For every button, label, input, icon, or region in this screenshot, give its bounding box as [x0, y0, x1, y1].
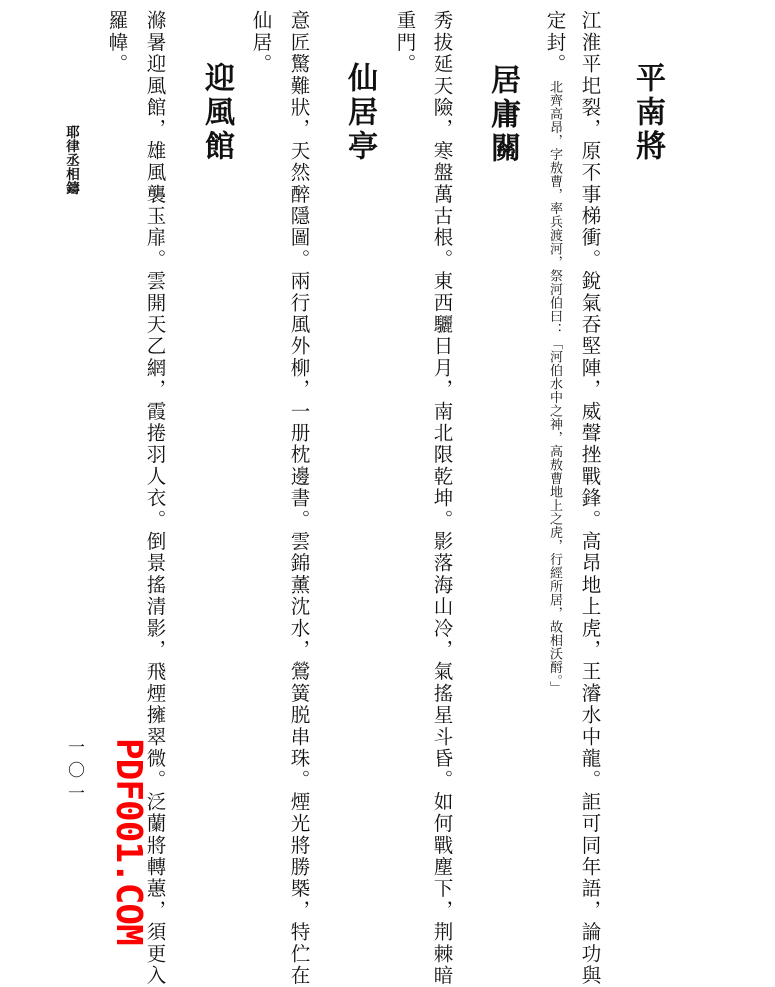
poem-line-pingnan-1: 江淮平圯裂，原不事梯衝。銳氣吞堅陣，威聲挫戰鋒。高昂地上虎，王濬水中龍。詎可同年語，論功與 — [578, 10, 602, 987]
poem-line-yingfeng-1: 滌暑迎風館，雄風襲玉扉。雲開天乙網，霞捲羽人衣。倒景搖清影，飛煙擁翠微。泛蘭將轉蕙，須更入 — [143, 10, 167, 987]
author-attribution: 耶律丞相鑄 — [63, 125, 79, 195]
poem-line-xianju-1: 意匠驚難狀，天然醉隱圖。兩行風外柳，一册枕邊書。雲錦薰沈水，鶯簧脱串珠。煙光將勝槩，特伫在 — [287, 10, 311, 987]
poem-title-yingfeng: 迎風館 — [199, 62, 234, 164]
poem-title-juyong: 居庸關 — [485, 64, 520, 166]
poem-note-pingnan: 北齊高昂，字敖曹，率兵渡河，祭河伯曰：「河伯水中之神，高敖曹地上之虎，行經所居，故相沃酹。」 — [547, 80, 562, 695]
poem-title-xianju: 仙居亭 — [342, 62, 377, 164]
poem-line-juyong-2: 重門。 — [393, 10, 417, 76]
poem-line-juyong-1: 秀拔延天險，寒盤萬古根。東西驪日月，南北限乾坤。影落海山冷，氣搖星斗昏。如何戰塵下，荆棘暗 — [430, 10, 454, 987]
poem-title-pingnan: 平南將 — [630, 62, 665, 164]
poem-line-xianju-2: 仙居。 — [249, 10, 273, 76]
watermark-text: PDF001.COM — [108, 738, 149, 945]
poem-line-yingfeng-2: 羅幃。 — [105, 10, 129, 76]
poem-line-pingnan-2: 定封。 — [543, 10, 567, 76]
page-number: 一〇一 — [64, 738, 84, 807]
